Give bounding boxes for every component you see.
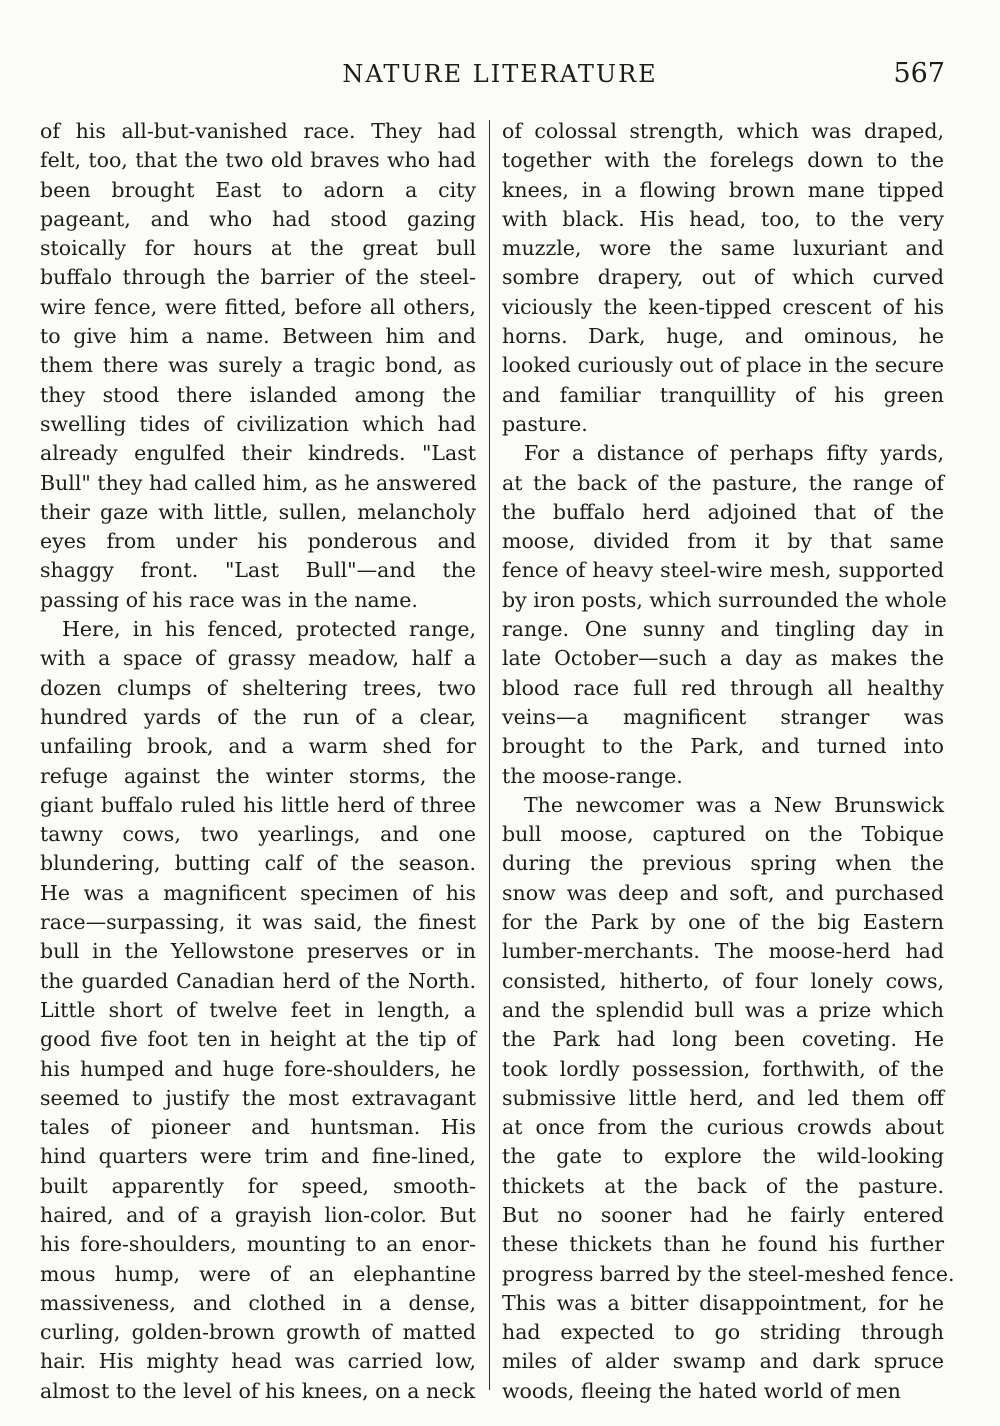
text-line: progress barred by the steel-meshed fence.: [502, 1261, 955, 1286]
text-line: Bull" they had called him, as he answered: [40, 470, 477, 495]
text-line: of his all-but-vanished race. They had: [40, 119, 476, 143]
text-line: The newcomer was a New Brunswick: [524, 792, 944, 817]
text-line: knees, in a flowing brown mane tipped: [502, 177, 944, 202]
text-line: moose, divided from it by that same: [502, 529, 944, 554]
text-line: bull in the Yellowstone preserves or in: [40, 939, 476, 964]
text-line: with a space of grassy meadow, half a: [40, 646, 476, 671]
text-line: mous hump, were of an elephantine: [40, 1261, 476, 1286]
left-column: [40, 117, 476, 1406]
text-line: by iron posts, which surrounded the whole: [502, 587, 947, 612]
text-line: submissive little herd, and led them off: [502, 1085, 944, 1110]
text-line: they stood there islanded among the: [40, 382, 476, 407]
text-line: together with the forelegs down to the: [502, 148, 944, 173]
text-line: consisted, hitherto, of four lonely cows,: [502, 968, 944, 993]
text-line: with black. His head, too, to the very: [502, 206, 944, 231]
text-line: almost to the level of his knees, on a neck: [40, 1378, 476, 1403]
text-line: miles of alder swamp and dark spruce: [502, 1349, 944, 1374]
text-line: during the previous spring when the: [502, 851, 944, 876]
text-line: viciously the keen-tipped crescent of his: [502, 294, 944, 319]
text-line: swelling tides of civilization which had: [40, 411, 476, 436]
text-line: dozen clumps of sheltering trees, two: [40, 675, 476, 700]
text-line: these thickets than he found his further: [502, 1232, 944, 1257]
text-line: wire fence, were fitted, before all others,: [40, 294, 476, 319]
running-title: NATURE LITERATURE: [342, 60, 658, 88]
text-line: the moose-range.: [502, 763, 683, 788]
text-line: his fore-shoulders, mounting to an enor-: [40, 1232, 476, 1257]
text-line: veins—a magnificent stranger was: [502, 704, 944, 729]
text-line: his humped and huge fore-shoulders, he: [40, 1056, 476, 1081]
text-line: massiveness, and clothed in a dense,: [40, 1290, 476, 1315]
text-line: at the back of the pasture, the range of: [502, 470, 944, 495]
text-line: woods, fleeing the hated world of men: [502, 1378, 901, 1403]
text-line: been brought East to adorn a city: [40, 177, 476, 202]
text-line: brought to the Park, and turned into: [502, 734, 944, 759]
text-line: sombre drapery, out of which curved: [502, 265, 944, 290]
text-line: fence of heavy steel-wire mesh, supported: [502, 558, 944, 583]
text-line: at once from the curious crowds about: [502, 1115, 944, 1140]
text-line: lumber-merchants. The moose-herd had: [502, 939, 944, 964]
text-line: felt, too, that the two old braves who had: [40, 148, 476, 173]
text-line: bull moose, captured on the Tobique: [502, 822, 944, 847]
text-line: passing of his race was in the name.: [40, 587, 418, 612]
text-line: tales of pioneer and huntsman. His: [40, 1115, 476, 1140]
text-line: curling, golden-brown growth of matted: [40, 1320, 476, 1345]
text-line: tawny cows, two yearlings, and one: [40, 822, 476, 847]
text-line: looked curiously out of place in the secure: [502, 353, 944, 378]
text-line: of colossal strength, which was draped,: [502, 119, 944, 143]
text-line: built apparently for speed, smooth-: [40, 1173, 476, 1198]
text-line: haired, and of a grayish lion-color. But: [40, 1202, 476, 1227]
text-line: the buffalo herd adjoined that of the: [502, 499, 944, 524]
text-line: stoically for hours at the great bull: [40, 236, 476, 261]
text-line: the gate to explore the wild-looking: [502, 1144, 944, 1169]
text-line: giant buffalo ruled his little herd of three: [40, 792, 476, 817]
text-line: thickets at the back of the pasture.: [502, 1173, 944, 1198]
text-line: But no sooner had he fairly entered: [502, 1202, 944, 1227]
text-line: had expected to go striding through: [502, 1320, 944, 1345]
text-line: refuge against the winter storms, the: [40, 763, 476, 788]
text-line: buffalo through the barrier of the steel-: [40, 265, 476, 290]
text-line: range. One sunny and tingling day in: [502, 617, 944, 642]
text-line: He was a magnificent specimen of his: [40, 880, 476, 905]
text-line: muzzle, wore the same luxuriant and: [502, 236, 944, 261]
text-line: hair. His mighty head was carried low,: [40, 1349, 476, 1374]
text-line: the guarded Canadian herd of the North.: [40, 968, 476, 993]
text-line: and the splendid bull was a prize which: [502, 997, 944, 1022]
text-line: them there was surely a tragic bond, as: [40, 353, 476, 378]
text-line: the Park had long been coveting. He: [502, 1027, 944, 1052]
text-line: already engulfed their kindreds. "Last: [40, 441, 476, 466]
text-line: blood race full red through all healthy: [502, 675, 944, 700]
text-line: hind quarters were trim and fine-lined,: [40, 1144, 476, 1169]
text-line: For a distance of perhaps fifty yards,: [524, 441, 944, 466]
text-line: horns. Dark, huge, and ominous, he: [502, 324, 944, 349]
text-line: This was a bitter disappointment, for he: [502, 1290, 944, 1315]
text-line: blundering, butting calf of the season.: [40, 851, 476, 876]
text-line: shaggy front. "Last Bull"—and the: [40, 558, 476, 583]
text-line: hundred yards of the run of a clear,: [40, 704, 476, 729]
text-line: late October—such a day as makes the: [502, 646, 944, 671]
text-line: to give him a name. Between him and: [40, 324, 476, 349]
text-line: snow was deep and soft, and purchased: [502, 880, 944, 905]
text-line: race—surpassing, it was said, the finest: [40, 910, 476, 935]
column-divider: [489, 120, 490, 1390]
text-line: good five foot ten in height at the tip of: [40, 1027, 476, 1052]
text-line: pasture.: [502, 411, 588, 436]
text-line: unfailing brook, and a warm shed for: [40, 734, 476, 759]
text-line: their gaze with little, sullen, melancholy: [40, 499, 476, 524]
text-line: for the Park by one of the big Eastern: [502, 910, 944, 935]
right-column: [502, 117, 955, 1406]
text-line: and familiar tranquillity of his green: [502, 382, 944, 407]
text-line: seemed to justify the most extravagant: [40, 1085, 476, 1110]
text-line: Little short of twelve feet in length, a: [40, 997, 476, 1022]
text-line: pageant, and who had stood gazing: [40, 206, 476, 231]
text-line: eyes from under his ponderous and: [40, 529, 476, 554]
text-line: took lordly possession, forthwith, of the: [502, 1056, 944, 1081]
text-line: Here, in his fenced, protected range,: [62, 617, 476, 642]
page-number: 567: [893, 58, 945, 89]
